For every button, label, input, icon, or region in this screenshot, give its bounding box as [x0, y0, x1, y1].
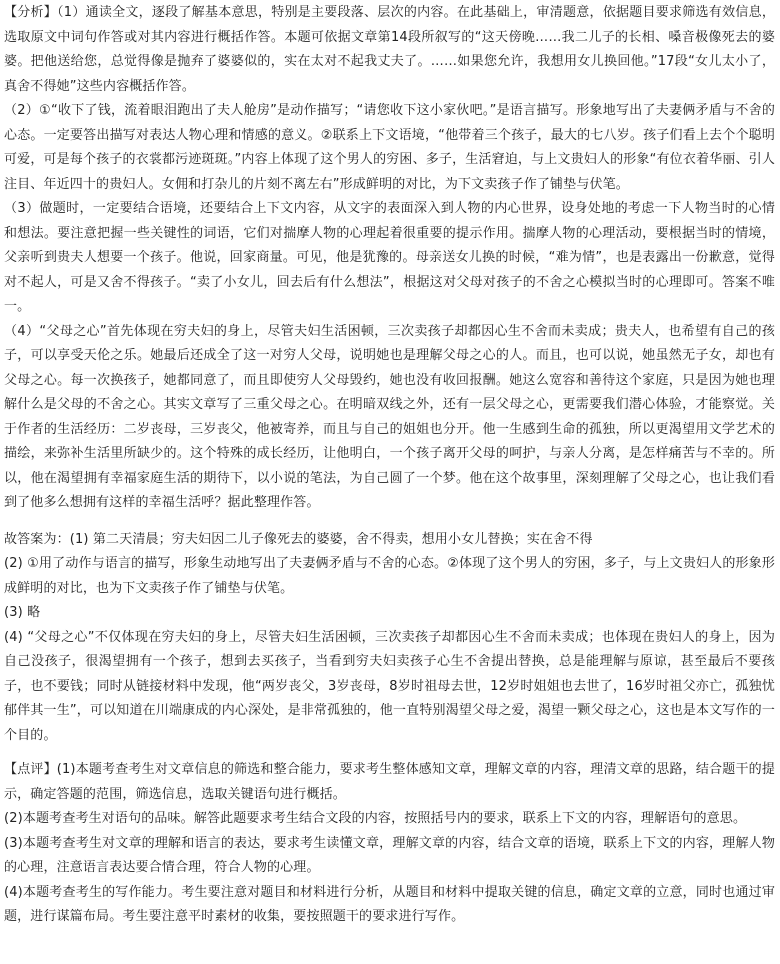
- analysis-part-1: 【分析】（1）通读全文，逐段了解基本意思，特别是主要段落、层次的内容。在此基础上，审清题意，依据题目要求筛选有效信息，选取原文中词句作答或对其内容进行概括作答。本题可依据文章第14段所叙写的“这天傍晚……我二儿子的长相、嗓音极像死去的婆婆。把他送给您，总觉得像是抛弃了婆婆似的，实在太对不起我丈夫了。……如果您允许，我想用女儿换回他。”17段“女儿太小了，真舍不得她”这些内容概括作答。: [4, 5, 775, 94]
- comment-1: 【点评】(1)本题考查考生对文章信息的筛选和整合能力，要求考生整体感知文章，理解文章的内容，理清文章的思路，结合题干的提示，确定答题的范围，筛选信息，选取关键语句进行概括。: [4, 762, 775, 802]
- answer-1: 故答案为：(1) 第二天清晨；穷夫妇因二儿子像死去的婆婆，舍不得卖，想用小女儿替换；实在舍不得: [4, 531, 593, 547]
- comment-3: (3)本题考查考生对文章的理解和语言的表达，要求考生读懂文章，理解文章的内容，结合文章的语境，联系上下文的内容，理解人物的心理，注意语言表达要合情合理，符合人物的心理。: [4, 835, 775, 875]
- section-gap: [4, 748, 775, 758]
- answer-2: (2) ①用了动作与语言的描写，形象生动地写出了夫妻俩矛盾与不舍的心态。②体现了这个男人的穷困，多子，与上文贵妇人的形象形成鲜明的对比，也为下文卖孩子作了铺垫与伏笔。: [4, 556, 775, 596]
- answer-4: (4) “父母之心”不仅体现在穷夫妇的身上，尽管夫妇生活困顿，三次卖孩子却都因心生不舍而未卖成；也体现在贵妇人的身上，因为自己没孩子，很渴望拥有一个孩子，想到去买孩子，当看到穷夫妇卖孩子心生不舍提出替换，总是能理解与原谅，甚至最后不要孩子，也不要钱；同时从链接材料中发现，他“两岁丧父，3岁丧母，8岁时祖母去世，12岁时姐姐也去世了，16岁时祖父亦亡，孤独忧郁伴其一生”，可以知道在川端康成的内心深处，是非常孤独的，他一直特别渴望父母之爱，渴望一颗父母之心，这也是本文写作的一个目的。: [4, 629, 775, 743]
- analysis-part-2: （2）①“收下了钱，流着眼泪跑出了夫人舱房”是动作描写；“请您收下这小家伙吧。”是语言描写。形象地写出了夫妻俩矛盾与不舍的心态。一定要答出描写对表达人物心理和情感的意义。②联系上下文语境，“他带着三个孩子，最大的七八岁。孩子们看上去个个聪明可爱，可是每个孩子的衣裳都污迹斑斑。”内容上体现了这个男人的穷困、多子，生活窘迫，与上文贵妇人的形象“有位衣着华丽、引人注目、年近四十的贵妇人。女佣和打杂儿的片刻不离左右”形成鲜明的对比，为下文卖孩子作了铺垫与伏笔。: [4, 103, 775, 192]
- comment-4: (4)本题考查考生的写作能力。考生要注意对题目和材料进行分析，从题目和材料中提取关键的信息，确定文章的立意，同时也通过审题，进行谋篇布局。考生要注意平时素材的收集，要按照题干的要求进行写作。: [4, 884, 775, 924]
- answer-3: (3) 略: [4, 605, 41, 620]
- analysis-part-4: （4）“父母之心”首先体现在穷夫妇的身上，尽管夫妇生活困顿，三次卖孩子却都因心生不舍而未卖成；贵夫人，也希望有自己的孩子，可以享受天伦之乐。她最后还成全了这一对穷人父母，说明她也是理解父母之心的人。而且，也可以说，她虽然无子女，却也有父母之心。每一次换孩子，她都同意了，而且即使穷人父母毁约，她也没有收回报酬。她这么宽容和善待这个家庭，只是因为她也理解什么是父母的不舍之心。其实文章写了三重父母之心。在明暗双线之外，还有一层父母之心，更需要我们潜心体验，才能察觉。关于作者的生活经历：二岁丧母，三岁丧父，他被寄养，而且与自己的姐姐也分开。他一生感到生命的孤独，所以更渴望用文学艺术的描绘，来弥补生活里所缺少的。这个特殊的成长经历，让他明白，一个孩子离开父母的呵护，与亲人分离，是怎样痛苦与不幸的。所以，他在渴望拥有幸福家庭生活的期待下，以小说的笔法，为自己圆了一个梦。他在这个故事里，深刻理解了父母之心，也让我们看到了他多么想拥有这样的幸福生活呼？据此整理作答。: [4, 323, 775, 510]
- comment-2: (2)本题考查考生对语句的品味。解答此题要求考生结合文段的内容，按照括号内的要求，联系上下文的内容，理解语句的意思。: [4, 811, 747, 826]
- section-gap: [4, 516, 775, 528]
- analysis-part-3: （3）做题时，一定要结合语境，还要结合上下文内容，从文字的表面深入到人物的内心世界，设身处地的考虑一下人物当时的心情和想法。要注意把握一些关键性的词语，它们对揣摩人物的心理起着很重要的提示作用。揣摩人物的心理活动，要根据当时的情境，父亲听到贵夫人想要一个孩子。他说，回家商量。可见，他是犹豫的。母亲送女儿换的时候，“难为情”，也是表露出一份歉意，觉得对不起人，可是又舍不得孩子。“卖了小女儿，回去后有什么想法”，根据这对父母对孩子的不舍之心模拟当时的心理即可。答案不唯一。: [4, 201, 775, 314]
